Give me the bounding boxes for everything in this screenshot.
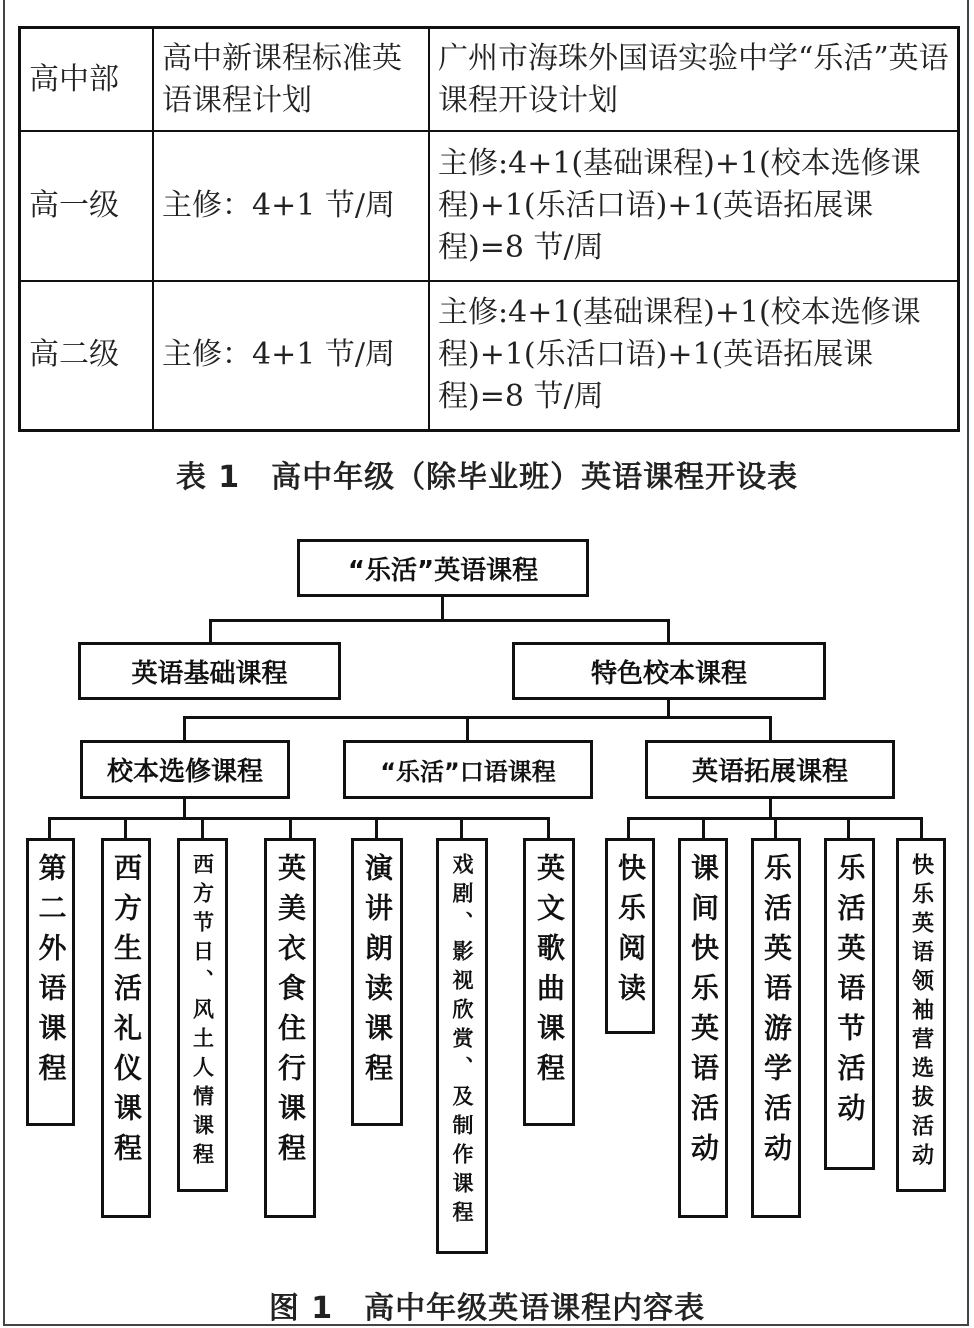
connector-line xyxy=(774,817,777,840)
root-node: “乐活”英语课程 xyxy=(297,539,589,597)
connector-line xyxy=(183,716,772,719)
connector-line xyxy=(201,817,204,840)
leaf-node: 乐活英语节活动 xyxy=(824,838,875,1170)
table-row xyxy=(20,281,959,431)
header-cell: 高中部 xyxy=(20,28,154,132)
connector-line xyxy=(209,619,670,622)
leaf-node: 快乐英语领袖营选拔活动 xyxy=(896,838,946,1192)
table-caption: 表 1 高中年级（除毕业班）英语课程开设表 xyxy=(175,460,799,495)
elective-course-node: 校本选修课程 xyxy=(80,740,290,799)
grade-cell: 高一级 xyxy=(20,131,154,280)
leaf-node: 戏剧、影视欣赏、及制作课程 xyxy=(436,838,488,1254)
leaf-node: 英美衣食住行课程 xyxy=(264,838,316,1218)
connector-line xyxy=(702,817,705,840)
connector-line xyxy=(769,716,772,742)
header-cell: 广州市海珠外国语实验中学“乐活”英语课程开设计划 xyxy=(429,28,959,132)
table-header-row xyxy=(20,28,959,132)
connector-line xyxy=(183,716,186,742)
header-cell: 高中新课程标准英语课程计划 xyxy=(153,28,429,132)
connector-line xyxy=(920,817,923,840)
grade-cell: 高二级 xyxy=(20,281,154,431)
connector-line xyxy=(466,716,469,742)
connector-line xyxy=(667,698,670,718)
school-cell: 主修:4+1(基础课程)+1(校本选修课程)+1(乐活口语)+1(英语拓展课程)=8 节/周 xyxy=(429,131,959,280)
connector-line xyxy=(48,817,51,840)
connector-line xyxy=(289,817,292,840)
leaf-node: 乐活英语游学活动 xyxy=(751,838,801,1218)
connector-line xyxy=(183,797,186,819)
connector-line xyxy=(460,817,463,840)
basic-course-node: 英语基础课程 xyxy=(78,642,341,700)
school-cell: 主修:4+1(基础课程)+1(校本选修课程)+1(乐活口语)+1(英语拓展课程)=8 节/周 xyxy=(429,281,959,431)
connector-line xyxy=(124,817,127,840)
leaf-node: 课间快乐英语活动 xyxy=(678,838,728,1218)
leaf-node: 第二外语课程 xyxy=(26,838,75,1126)
connector-line xyxy=(667,619,670,644)
connector-line xyxy=(209,619,212,644)
leaf-node: 西方节日、风土人情课程 xyxy=(177,838,228,1192)
leaf-node: 演讲朗读课程 xyxy=(351,838,403,1126)
table-row xyxy=(20,131,959,280)
standard-cell: 主修：4+1 节/周 xyxy=(153,131,429,280)
connector-line xyxy=(441,595,444,620)
extension-course-node: 英语拓展课程 xyxy=(645,740,895,799)
course-table xyxy=(18,26,960,432)
oral-course-node: “乐活”口语课程 xyxy=(343,740,593,799)
featured-course-node: 特色校本课程 xyxy=(512,642,826,700)
connector-line xyxy=(847,817,850,840)
connector-line xyxy=(769,797,772,819)
connector-line xyxy=(627,817,630,840)
connector-line xyxy=(375,817,378,840)
diagram-caption: 图 1 高中年级英语课程内容表 xyxy=(268,1291,706,1326)
leaf-node: 快乐阅读 xyxy=(605,838,655,1034)
leaf-node: 英文歌曲课程 xyxy=(523,838,575,1126)
leaf-node: 西方生活礼仪课程 xyxy=(101,838,151,1218)
standard-cell: 主修：4+1 节/周 xyxy=(153,281,429,431)
connector-line xyxy=(547,817,550,840)
